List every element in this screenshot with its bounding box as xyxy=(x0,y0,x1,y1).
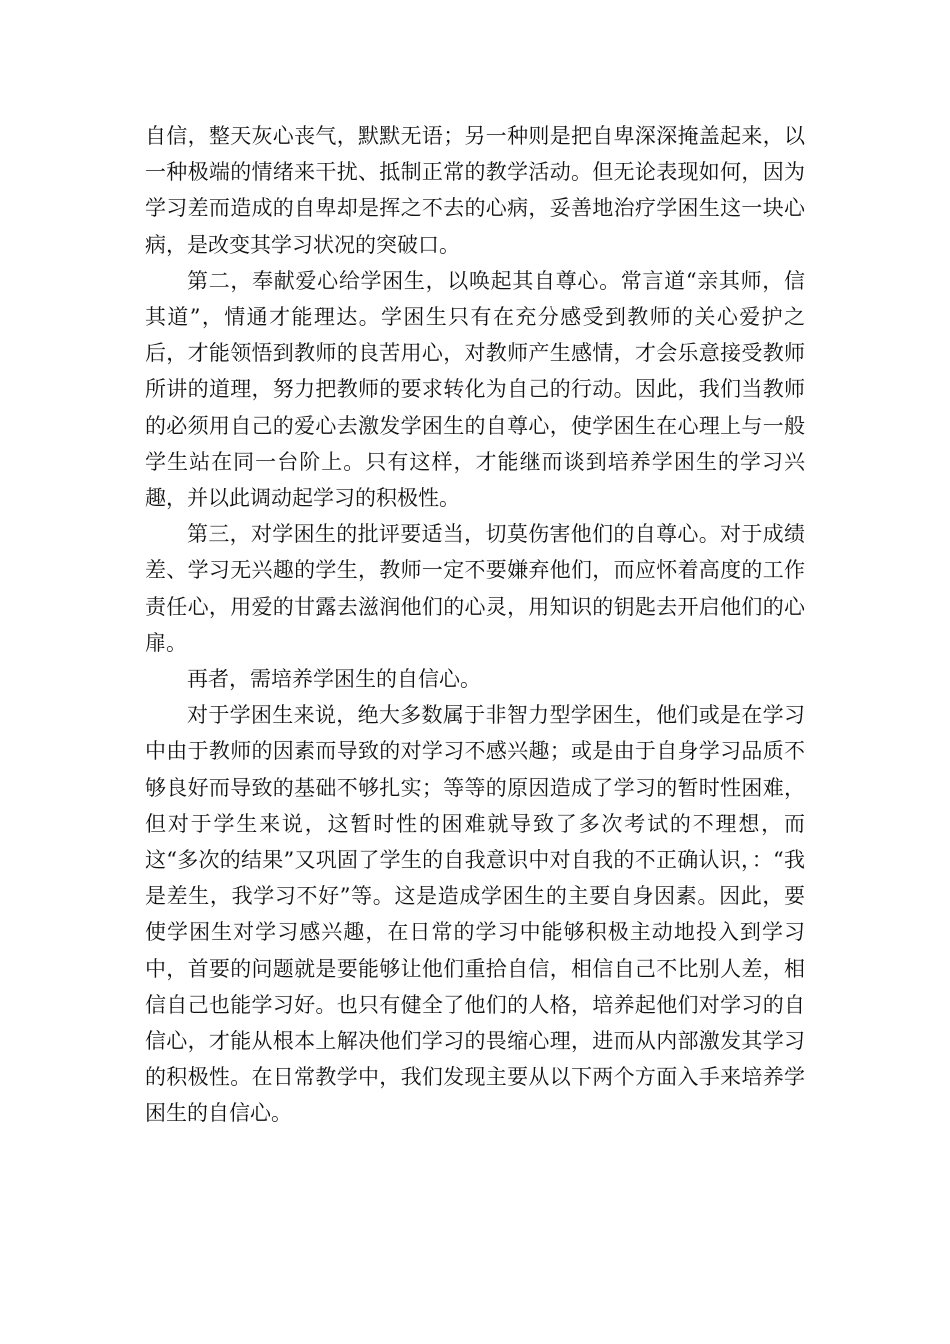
paragraph-self-confidence-body: 对于学困生来说，绝大多数属于非智力型学困生，他们或是在学习中由于教师的因素而导致的对学习不感兴趣；或是由于自身学习品质不够良好而导致的基础不够扎实；等等的原因造成了学习的暂时性困难，但对于学生来说，这暂时性的困难就导致了多次考试的不理想，而这“多次的结果”又巩固了学生的自我意识中对自我的不正确认识，：“我是差生，我学习不好”等。这是造成学困生的主要自身因素。因此，要使学困生对学习感兴趣，在日常的学习中能够积极主动地投入到学习中，首要的问题就是要能够让他们重拾自信，相信自己不比别人差，相信自己也能学习好。也只有健全了他们的人格，培养起他们对学习的自信心，才能从根本上解决他们学习的畏缩心理，进而从内部激发其学习的积极性。在日常教学中，我们发现主要从以下两个方面入手来培养学困生的自信心。 xyxy=(145,703,805,1126)
document-body xyxy=(145,118,805,1132)
paragraph-third-point: 第三，对学困生的批评要适当，切莫伤害他们的自尊心。对于成绩差、学习无兴趣的学生，教师一定不要嫌弃他们，而应怀着高度的工作责任心，用爱的甘露去滋润他们的心灵，用知识的钥匙去开启他们的心扉。 xyxy=(145,522,805,655)
paragraph-continuation: 自信，整天灰心丧气，默默无语；另一种则是把自卑深深掩盖起来，以一种极端的情绪来干扰、抵制正常的教学活动。但无论表现如何，因为学习差而造成的自卑却是挥之不去的心病，妥善地治疗学困生这一块心病，是改变其学习状况的突破口。 xyxy=(145,124,805,257)
paragraph-second-point: 第二，奉献爱心给学困生，以唤起其自尊心。常言道“亲其师，信其道”，情通才能理达。学困生只有在充分感受到教师的关心爱护之后，才能领悟到教师的良苦用心，对教师产生感情，才会乐意接受教师所讲的道理，努力把教师的要求转化为自己的行动。因此，我们当教师的必须用自己的爱心去激发学困生的自尊心，使学困生在心理上与一般学生站在同一台阶上。只有这样，才能继而谈到培养学困生的学习兴趣，并以此调动起学习的积极性。 xyxy=(145,268,805,511)
paragraph-self-confidence-heading: 再者，需培养学困生的自信心。 xyxy=(187,667,481,692)
